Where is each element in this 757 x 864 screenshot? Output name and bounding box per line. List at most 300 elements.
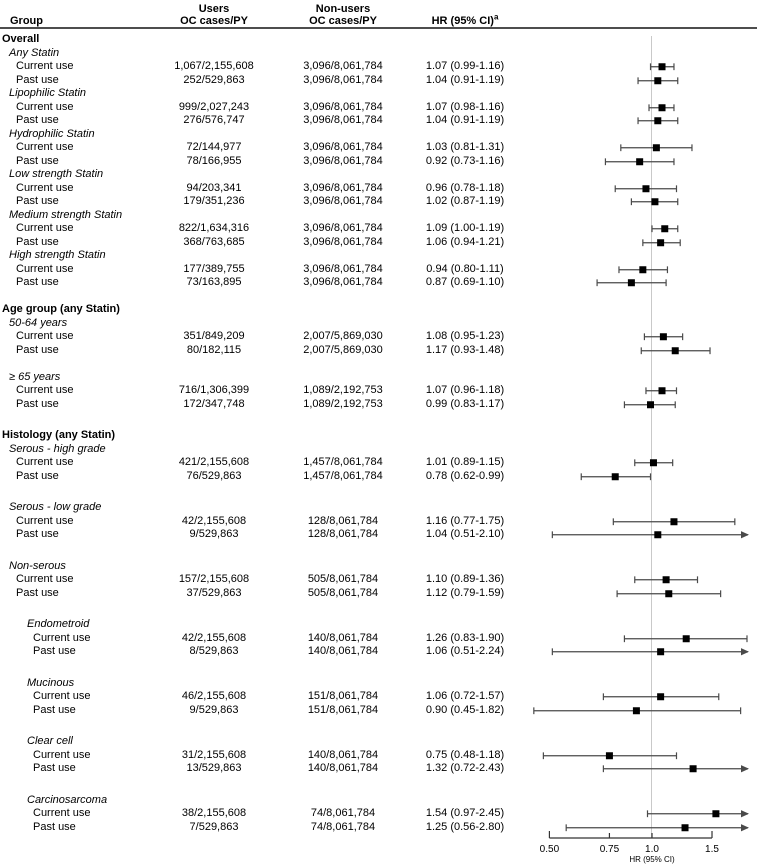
plot-cell [514,209,757,223]
nonusers-oc-cases-py [270,47,416,61]
hr-ci-value: 1.04 (0.51-2.10) [425,528,505,540]
hr-ci-value: 1.06 (0.94-1.21) [425,235,505,248]
nonusers-oc-cases-py [270,33,416,47]
row-label: Hydrophilic Statin [9,127,95,140]
nonusers-oc-cases-py: 2,007/5,869,030 [303,343,383,356]
users-oc-cases-py: 78/166,955 [186,154,242,167]
forest-marker [514,222,757,236]
row-label: Current use [16,384,74,396]
nonusers-oc-cases-py [270,317,416,331]
nonusers-oc-cases-py: 128/8,061,784 [307,514,379,527]
plot-cell [514,276,757,290]
plot-cell [514,618,757,632]
nonusers-oc-cases-py: 3,096/8,061,784 [303,60,383,72]
row-label: Serous - high grade [9,442,106,455]
forest-marker [514,263,757,277]
plot-cell [514,195,757,209]
nonusers-oc-cases-py [270,249,416,263]
nonusers-oc-cases-py: 151/8,061,784 [307,690,379,702]
nonusers-oc-cases-py: 3,096/8,061,784 [303,73,383,86]
data-row [0,762,757,776]
data-row [0,384,757,398]
data-row [0,528,757,542]
hr-ci-value [416,33,514,47]
plot-cell [514,807,757,821]
plot-cell [514,501,757,515]
nonusers-oc-cases-py [270,677,416,691]
hr-ci-value [416,560,514,574]
plot-cell [514,263,757,277]
hr-ci-value: 1.06 (0.51-2.24) [425,645,505,657]
data-row [0,330,757,344]
hr-ci-value [416,735,514,749]
users-oc-cases-py [158,371,270,385]
row-label: Past use [16,469,59,482]
forest-marker [514,276,757,290]
hr-ci-value: 0.99 (0.83-1.17) [425,397,505,410]
users-oc-cases-py: 9/529,863 [189,528,239,540]
users-oc-cases-py [158,303,270,317]
forest-marker [514,236,757,250]
nonusers-oc-cases-py: 1,089/2,192,753 [303,397,383,410]
nonusers-oc-cases-py [270,501,416,515]
plot-cell [514,677,757,691]
plot-cell [514,60,757,74]
nonusers-oc-cases-py [270,618,416,632]
hr-ci-value [416,618,514,632]
axis-tick-label: 0.75 [599,844,620,855]
plot-cell [514,155,757,169]
nonusers-oc-cases-py: 3,096/8,061,784 [303,154,383,167]
plot-cell [514,128,757,142]
plot-cell [514,429,757,443]
users-oc-cases-py: 76/529,863 [186,469,242,482]
forest-marker [514,60,757,74]
row-label: Any Statin [9,46,60,59]
plot-cell [514,371,757,385]
nonusers-oc-cases-py: 3,096/8,061,784 [303,195,383,207]
row-label: Past use [16,73,59,86]
subgroup-row [0,87,757,101]
nonusers-oc-cases-py: 3,096/8,061,784 [303,181,383,194]
nonusers-oc-cases-py: 3,096/8,061,784 [303,235,383,248]
plot-cell [514,222,757,236]
nonusers-oc-cases-py [270,371,416,385]
nonusers-oc-cases-py: 3,096/8,061,784 [303,100,383,113]
data-row [0,222,757,236]
row-label: 50-64 years [9,316,68,329]
forest-marker [514,528,757,542]
nonusers-oc-cases-py: 140/8,061,784 [307,762,379,774]
users-oc-cases-py: 716/1,306,399 [178,384,250,396]
row-label: Past use [16,154,59,167]
users-oc-cases-py: 80/182,115 [186,343,242,356]
nonusers-oc-cases-py: 2,007/5,869,030 [303,330,383,342]
data-row [0,398,757,412]
hr-ci-value [416,209,514,223]
hr-ci-value: 0.87 (0.69-1.10) [425,276,505,288]
nonusers-oc-cases-py: 3,096/8,061,784 [303,276,383,288]
plot-cell [514,384,757,398]
data-row [0,60,757,74]
nonusers-oc-cases-py: 3,096/8,061,784 [303,262,383,275]
data-row [0,632,757,646]
data-row [0,587,757,601]
data-row [0,515,757,529]
forest-marker [514,470,757,484]
hr-ci-value [416,677,514,691]
users-oc-cases-py [158,501,270,515]
subgroup-row [0,371,757,385]
users-oc-cases-py [158,443,270,457]
hr-ci-value [416,501,514,515]
nonusers-oc-cases-py: 140/8,061,784 [307,748,379,761]
forest-marker [514,114,757,128]
subgroup-row [0,501,757,515]
users-oc-cases-py [158,429,270,443]
nonusers-oc-cases-py: 151/8,061,784 [307,703,379,716]
plot-cell [514,690,757,704]
row-label: Past use [33,820,76,833]
users-oc-cases-py: 13/529,863 [186,762,242,774]
users-oc-cases-py: 276/576,747 [183,114,245,126]
forest-marker [514,101,757,115]
row-label: Serous - low grade [9,501,102,513]
data-row [0,141,757,155]
plot-cell [514,236,757,250]
hr-ci-value [416,429,514,443]
users-oc-cases-py [158,317,270,331]
nonusers-oc-cases-py [270,429,416,443]
hr-ci-value [416,87,514,101]
nonusers-oc-cases-py: 74/8,061,784 [310,820,376,833]
forest-marker [514,632,757,646]
plot-cell [514,344,757,358]
nonusers-oc-cases-py: 128/8,061,784 [307,528,379,540]
hr-ci-value: 0.92 (0.73-1.16) [425,154,505,167]
plot-cell [514,33,757,47]
plot-cell [514,168,757,182]
plot-cell [514,632,757,646]
table-body [0,33,757,834]
hr-ci-value [416,128,514,142]
users-oc-cases-py: 7/529,863 [189,820,239,833]
forest-marker [514,182,757,196]
users-oc-cases-py: 37/529,863 [186,586,242,599]
forest-marker [514,195,757,209]
row-label: Current use [16,573,74,585]
users-oc-cases-py: 31/2,155,608 [181,748,247,761]
row-label: Current use [16,514,74,527]
plot-cell [514,249,757,263]
nonusers-oc-cases-py: 505/8,061,784 [307,573,379,585]
users-oc-cases-py [158,47,270,61]
column-header-hr: HR (95% CI)$^a$ [431,12,499,27]
hr-ci-value: 0.96 (0.78-1.18) [425,181,505,194]
forest-marker [514,645,757,659]
data-row [0,263,757,277]
forest-marker [514,141,757,155]
plot-cell [514,762,757,776]
row-label: Endometroid [27,618,90,630]
nonusers-oc-cases-py: 1,457/8,061,784 [303,456,383,468]
row-label: Current use [16,100,74,113]
hr-ci-value: 1.32 (0.72-2.43) [425,762,505,774]
plot-cell [514,749,757,763]
row-label: Current use [16,456,74,468]
hr-ci-value: 1.17 (0.93-1.48) [425,343,505,356]
forest-marker [514,573,757,587]
row-label: Current use [16,181,74,194]
hr-ci-value: 1.26 (0.83-1.90) [425,631,505,644]
nonusers-oc-cases-py: 3,096/8,061,784 [303,222,383,234]
data-row [0,690,757,704]
hr-ci-value: 1.25 (0.56-2.80) [425,820,505,833]
subgroup-row [0,317,757,331]
row-label: Clear cell [27,735,73,747]
data-row [0,114,757,128]
plot-cell [514,456,757,470]
hr-ci-value [416,303,514,317]
axis-title: HR (95% CI) [629,855,675,864]
row-label: Past use [16,235,59,248]
forest-marker [514,330,757,344]
data-row [0,704,757,718]
section-row [0,429,757,443]
plot-cell [514,443,757,457]
hr-ci-value [416,317,514,331]
plot-cell [514,735,757,749]
section-row [0,33,757,47]
row-label: High strength Statin [9,249,106,261]
users-oc-cases-py: 172/347,748 [183,397,245,410]
subgroup-row [0,47,757,61]
hr-ci-value: 1.03 (0.81-1.31) [425,141,505,153]
row-label: Current use [16,141,74,153]
subgroup-row [0,735,757,749]
row-label: Past use [33,703,76,716]
hr-ci-value: 1.09 (1.00-1.19) [425,222,505,234]
plot-cell [514,515,757,529]
row-label: Past use [33,762,76,774]
row-label: Low strength Statin [9,168,104,180]
forest-marker [514,704,757,718]
forest-marker [514,749,757,763]
plot-cell [514,528,757,542]
subgroup-row [0,794,757,808]
plot-cell [514,303,757,317]
hr-ci-value: 0.94 (0.80-1.11) [426,262,504,275]
row-label: Current use [16,262,74,275]
hr-ci-value: 1.54 (0.97-2.45) [425,807,505,819]
row-label: ≥ 65 years [9,370,61,383]
plot-cell [514,87,757,101]
nonusers-oc-cases-py: 140/8,061,784 [307,631,379,644]
forest-marker [514,74,757,88]
row-label: Lipophilic Statin [9,87,87,99]
data-row [0,101,757,115]
row-label: Past use [16,114,59,126]
data-row [0,807,757,821]
axis-tick-label: 0.50 [539,844,560,855]
nonusers-oc-cases-py: 3,096/8,061,784 [303,141,383,153]
users-oc-cases-py: 1,067/2,155,608 [174,60,254,72]
users-oc-cases-py: 94/203,341 [186,181,242,194]
users-oc-cases-py: 46/2,155,608 [181,690,247,702]
row-label: Past use [16,586,59,599]
subgroup-row [0,443,757,457]
users-oc-cases-py: 73/163,895 [186,276,242,288]
data-row [0,195,757,209]
row-label: Past use [16,195,59,207]
users-oc-cases-py [158,209,270,223]
group-header-label: Group [10,15,43,27]
plot-cell [514,560,757,574]
row-label: Carcinosarcoma [27,793,108,806]
row-label: Current use [16,222,74,234]
plot-cell [514,101,757,115]
data-row [0,155,757,169]
row-label: Current use [33,807,91,819]
nonusers-oc-cases-py [270,794,416,808]
hr-ci-value: 1.12 (0.79-1.59) [425,586,505,599]
hr-ci-value [416,168,514,182]
subgroup-row [0,209,757,223]
data-row [0,74,757,88]
nonusers-oc-cases-py: 1,457/8,061,784 [303,469,383,482]
hr-ci-value: 1.07 (0.96-1.18) [425,384,505,396]
users-oc-cases-py: 177/389,755 [183,262,245,275]
users-oc-cases-py: 9/529,863 [189,703,239,716]
users-oc-cases-py: 351/849,209 [183,330,245,342]
nonusers-oc-cases-py [270,168,416,182]
nonusers-oc-cases-py [270,87,416,101]
row-label: Past use [16,276,59,288]
nonusers-oc-cases-py [270,560,416,574]
hr-ci-value [416,794,514,808]
row-label: Current use [16,330,74,342]
users-oc-cases-py [158,128,270,142]
row-label: Current use [16,60,74,72]
plot-cell [514,398,757,412]
hr-ci-value [416,443,514,457]
nonusers-oc-cases-py: 74/8,061,784 [310,807,376,819]
hr-ci-value: 1.06 (0.72-1.57) [425,690,505,702]
hr-ci-value: 1.01 (0.89-1.15) [425,456,505,468]
subgroup-row [0,128,757,142]
users-oc-cases-py: 179/351,236 [183,195,245,207]
users-oc-cases-py: 252/529,863 [183,73,245,86]
nonusers-oc-cases-py [270,209,416,223]
row-label: Non-serous [9,559,66,572]
forest-marker [514,384,757,398]
users-oc-cases-py: 999/2,027,243 [178,100,250,113]
x-axis [514,831,757,864]
axis-tick-label: 1.0 [645,844,659,855]
nonusers-oc-cases-py: 1,089/2,192,753 [303,384,383,396]
subgroup-row [0,618,757,632]
plot-cell [514,317,757,331]
subgroup-row [0,677,757,691]
subgroup-row [0,168,757,182]
hr-ci-value: 1.04 (0.91-1.19) [425,114,505,126]
row-label: Mucinous [27,676,75,689]
forest-marker [514,690,757,704]
users-oc-cases-py: 421/2,155,608 [178,456,250,468]
data-row [0,456,757,470]
nonusers-oc-cases-py: 140/8,061,784 [307,645,379,657]
nonusers-oc-cases-py [270,735,416,749]
hr-ci-value: 0.78 (0.62-0.99) [425,469,505,482]
plot-cell [514,645,757,659]
data-row [0,182,757,196]
row-label: Past use [16,528,59,540]
plot-cell [514,74,757,88]
users-oc-cases-py: 822/1,634,316 [178,222,250,234]
data-row [0,749,757,763]
users-oc-cases-py [158,249,270,263]
row-label: Age group (any Statin) [2,303,120,315]
column-header-users: Users OC cases/PY [180,3,248,27]
subgroup-row [0,249,757,263]
plot-cell [514,704,757,718]
column-header-nonusers: Non-users OC cases/PY [309,3,377,27]
hr-ci-value: 1.07 (0.99-1.16) [425,60,505,72]
nonusers-oc-cases-py: 505/8,061,784 [307,586,379,599]
plot-cell [514,47,757,61]
nonusers-oc-cases-py [270,303,416,317]
users-oc-cases-py: 157/2,155,608 [178,573,250,585]
row-label: Histology (any Statin) [2,429,116,441]
axis-tick-label: 1.5 [705,844,719,855]
hr-ci-value [416,371,514,385]
nonusers-oc-cases-py [270,443,416,457]
hr-ci-value: 0.90 (0.45-1.82) [425,703,505,716]
plot-cell [514,141,757,155]
hr-ci-value: 1.04 (0.91-1.19) [425,73,505,86]
row-label: Medium strength Statin [9,208,123,221]
nonusers-oc-cases-py: 3,096/8,061,784 [303,114,383,126]
forest-marker [514,398,757,412]
plot-cell [514,470,757,484]
column-header-group [0,15,158,27]
users-oc-cases-py [158,618,270,632]
forest-marker [514,456,757,470]
users-oc-cases-py [158,677,270,691]
forest-marker [514,515,757,529]
users-oc-cases-py [158,560,270,574]
hr-ci-value [416,249,514,263]
users-oc-cases-py: 8/529,863 [189,645,239,657]
plot-cell [514,330,757,344]
row-label: Past use [33,645,76,657]
footnote-marker: a [493,12,499,22]
users-oc-cases-py [158,794,270,808]
forest-marker [514,807,757,821]
hr-ci-value: 1.16 (0.77-1.75) [425,514,505,527]
nonusers-oc-cases-py [270,128,416,142]
subgroup-row [0,560,757,574]
users-oc-cases-py: 368/763,685 [183,235,245,248]
hr-ci-value: 1.07 (0.98-1.16) [425,100,505,113]
hr-ci-value: 1.08 (0.95-1.23) [425,330,505,342]
users-oc-cases-py: 72/144,977 [186,141,242,153]
forest-marker [514,344,757,358]
row-label: Overall [2,33,40,45]
users-oc-cases-py [158,735,270,749]
data-row [0,276,757,290]
plot-cell [514,182,757,196]
